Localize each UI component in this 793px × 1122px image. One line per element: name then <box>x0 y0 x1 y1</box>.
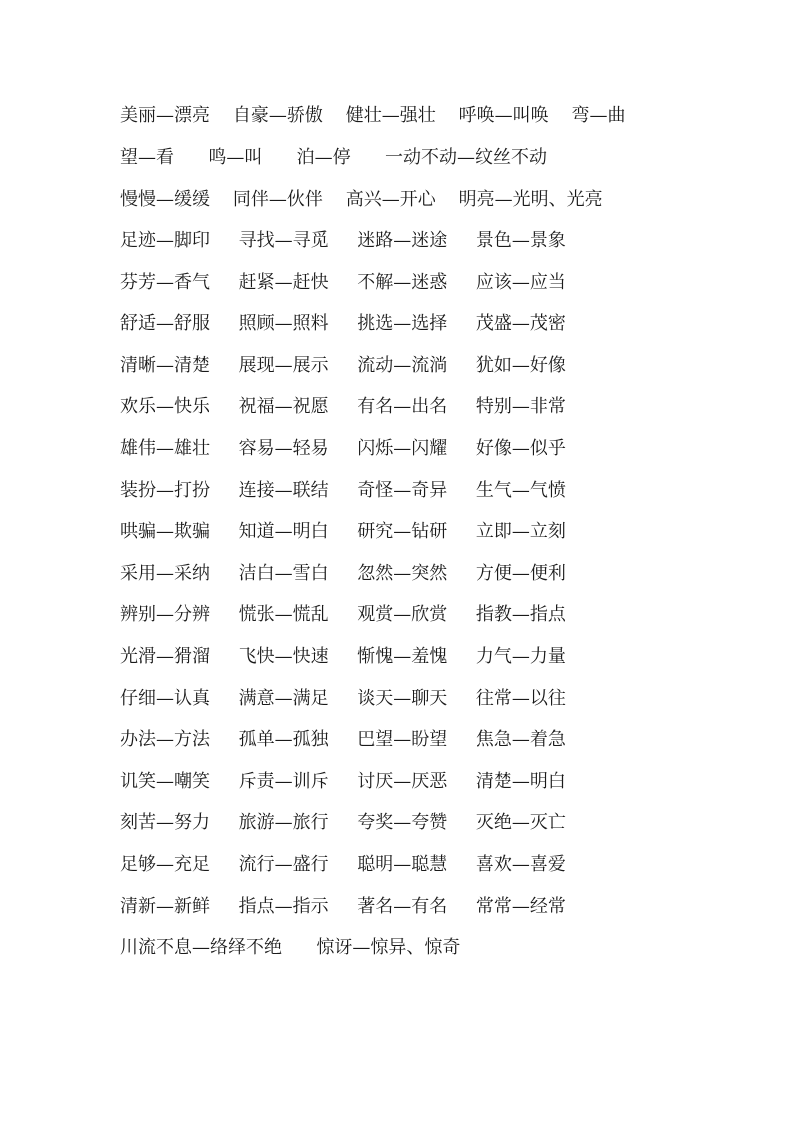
synonym-line: 芬芳—香气 赶紧—赶快 不解—迷惑 应该—应当 <box>120 272 566 293</box>
synonym-line: 清晰—清楚 展现—展示 流动—流淌 犹如—好像 <box>120 355 566 376</box>
synonym-line: 刻苦—努力 旅游—旅行 夸奖—夸赞 灭绝—灭亡 <box>120 812 566 833</box>
synonym-line: 足迹—脚印 寻找—寻觅 迷路—迷途 景色—景象 <box>120 230 566 251</box>
synonym-line: 美丽—漂亮 自豪—骄傲 健壮—强壮 呼唤—叫唤 弯—曲 <box>120 105 626 126</box>
synonym-line: 哄骗—欺骗 知道—明白 研究—钻研 立即—立刻 <box>120 521 566 542</box>
synonym-line: 望—看 鸣—叫 泊—停 一动不动—纹丝不动 <box>120 147 547 168</box>
synonym-line: 光滑—猾溜 飞快—快速 惭愧—羞愧 力气—力量 <box>120 646 566 667</box>
synonym-line: 慢慢—缓缓 同伴—伙伴 高兴—开心 明亮—光明、光亮 <box>120 189 603 210</box>
synonym-line: 装扮—打扮 连接—联结 奇怪—奇异 生气—气愤 <box>120 480 566 501</box>
synonym-line: 清新—新鲜 指点—指示 著名—有名 常常—经常 <box>120 896 566 917</box>
synonym-line: 辨别—分辨 慌张—慌乱 观赏—欣赏 指教—指点 <box>120 604 566 625</box>
synonym-line: 足够—充足 流行—盛行 聪明—聪慧 喜欢—喜爱 <box>120 854 566 875</box>
synonym-line: 雄伟—雄壮 容易—轻易 闪烁—闪耀 好像—似乎 <box>120 438 566 459</box>
synonym-line: 办法—方法 孤单—孤独 巴望—盼望 焦急—着急 <box>120 729 566 750</box>
synonym-line: 舒适—舒服 照顾—照料 挑选—选择 茂盛—茂密 <box>120 313 566 334</box>
synonym-line: 讥笑—嘲笑 斥责—训斥 讨厌—厌恶 清楚—明白 <box>120 771 566 792</box>
synonym-line: 欢乐—快乐 祝福—祝愿 有名—出名 特别—非常 <box>120 396 566 417</box>
synonym-line: 仔细—认真 满意—满足 谈天—聊天 往常—以往 <box>120 688 566 709</box>
synonym-line: 采用—采纳 洁白—雪白 忽然—突然 方便—便利 <box>120 563 566 584</box>
synonym-line: 川流不息—络绎不绝 惊讶—惊异、惊奇 <box>120 937 461 958</box>
